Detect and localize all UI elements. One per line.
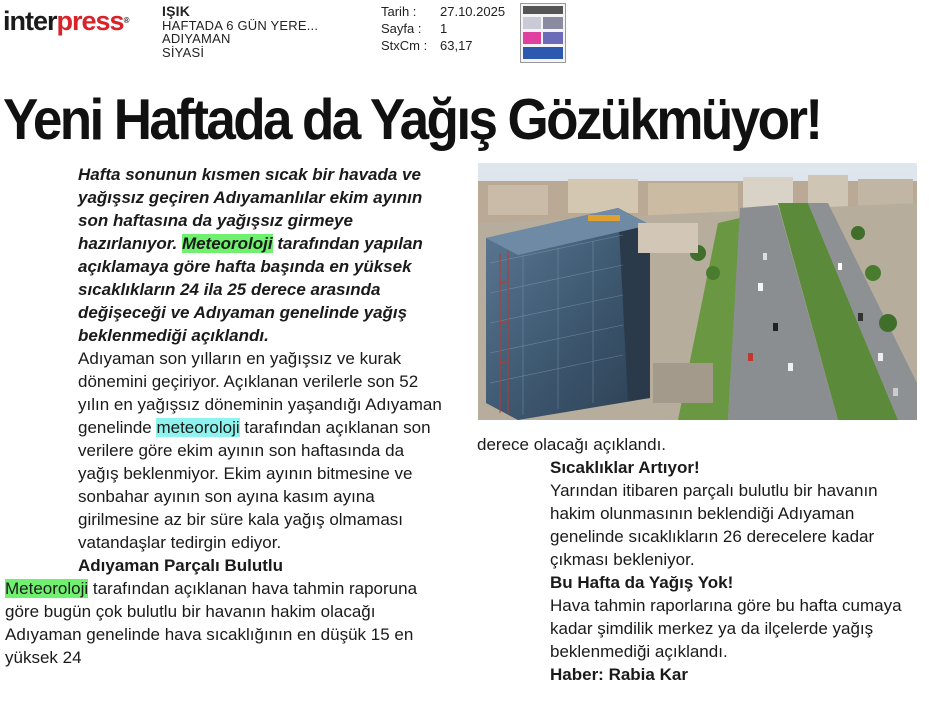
aerial-city-photo [478, 163, 917, 420]
keyword-highlight: Meteoroloji [181, 234, 273, 253]
meta-row-stxcm: StxCm : 63,17 [381, 39, 505, 56]
byline: Haber: Rabia Kar [550, 665, 688, 684]
lead-paragraph: Hafta sonunun kısmen sıcak bir havada ve yağışsız geçiren Adıyamanlılar ekim ayının son haftasına da yağışsız girmeye hazırlanıyor. Meteoroloji tarafından yapılan açıklamaya göre hafta başında en yüksek sıcaklıkların 24 ila 25 derece arasında değişeceği ve Adıyaman genelinde yağış beklenmediği açıklandı. [78, 165, 423, 345]
meta-row-page: Sayfa : 1 [381, 22, 505, 39]
keyword-highlight: Meteoroloji [5, 579, 89, 598]
article-column-left [5, 163, 445, 669]
stxcm-value: 63,17 [440, 38, 473, 53]
subheading: Adıyaman Parçalı Bulutlu [78, 556, 283, 575]
article-short-title: HAFTADA 6 GÜN YERE... [162, 17, 319, 33]
body-paragraph: Yarından itibaren parçalı bulutlu bir havanın hakim olunmasının beklendiği Adıyaman genelinde sıcaklıkların 26 derecelere kadar çıkması bekleniyor. [550, 481, 878, 569]
news-photo [478, 163, 917, 420]
date-value: 27.10.2025 [440, 4, 506, 19]
subheading: Sıcaklıklar Artıyor! [550, 458, 700, 477]
clipping-meta [381, 5, 505, 56]
city-label: ADIYAMAN [162, 31, 231, 46]
keyword-highlight: meteoroloji [156, 418, 240, 437]
interpress-logo: interpress® [3, 6, 129, 36]
clipping-info [162, 5, 318, 59]
body-paragraph: derece olacağı açıklandı. [477, 435, 667, 454]
article-column-right [477, 433, 922, 686]
headline: Yeni Haftada da Yağış Gözükmüyor! [3, 88, 821, 152]
publication-name: IŞIK [162, 3, 191, 19]
category-label: SİYASİ [162, 44, 205, 60]
body-paragraph: Hava tahmin raporlarına göre bu hafta cumaya kadar şimdilik merkez ya da ilçelerde yağış beklenmediği açıklandı. [550, 596, 902, 661]
page-value: 1 [440, 21, 448, 36]
body-paragraph: Adıyaman son yılların en yağışsız ve kurak dönemini geçiriyor. Açıklanan verilerle son 52 yılın en yağışsız döneminin yaşandığı Adıyaman genelinde meteoroloji tarafından açıklanan son verilere göre ekim ayının son haftasında da yağış beklenmiyor. Ekim ayının bitmesine ve sonbahar ayının son ayına kasım ayına girilmesine az bir süre kala yağış olmaması vatandaşlar tedirgin ediyor. [78, 349, 442, 552]
subheading: Bu Hafta da Yağış Yok! [550, 573, 734, 592]
body-paragraph: Meteoroloji tarafından açıklanan hava tahmin raporuna göre bugün çok bulutlu bir havanın hakim olacağı Adıyaman genelinde hava sıcaklığının en düşük 15 en yüksek 24 [5, 579, 418, 667]
meta-row-date: Tarih : 27.10.2025 [381, 5, 505, 22]
page-thumbnail[interactable] [520, 3, 566, 63]
